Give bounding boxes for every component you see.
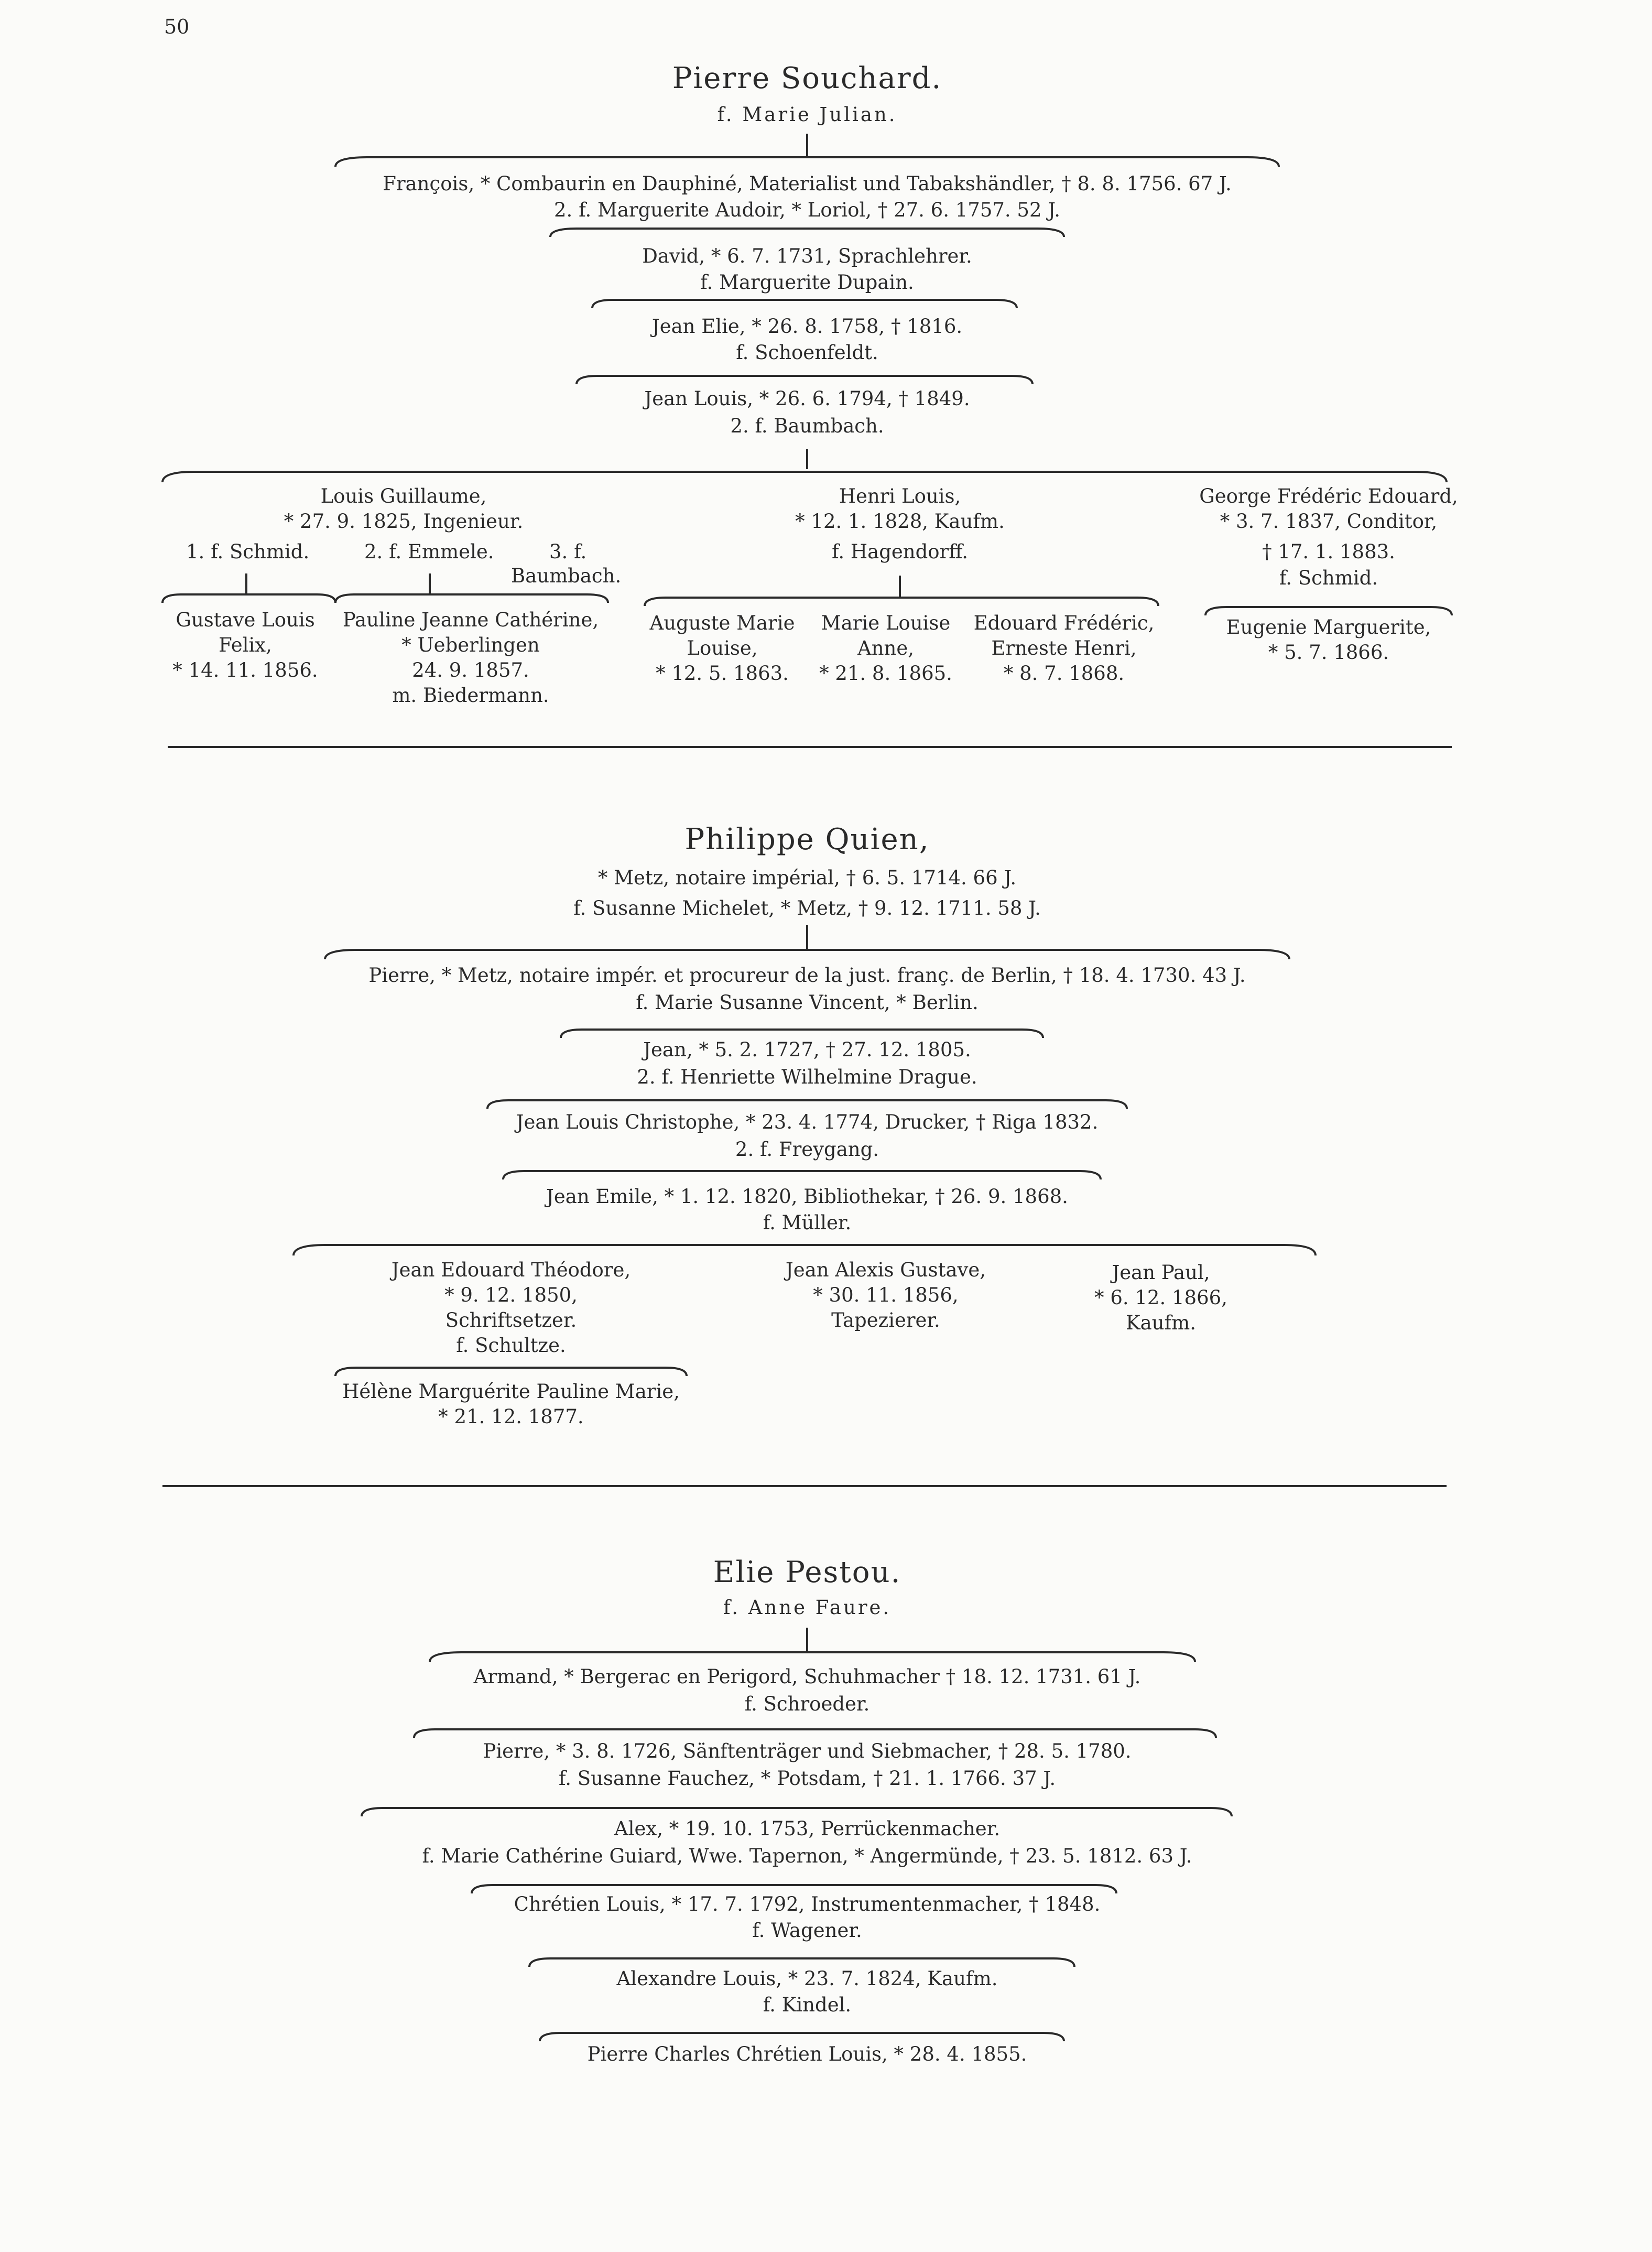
gen2-line1: Pierre, * 3. 8. 1726, Sänftenträger und Siebmacher, † 28. 5. 1780.: [483, 1740, 1132, 1762]
grandchild-gustave-birth: * 14. 11. 1856.: [172, 659, 318, 681]
gen1-line1: Armand, * Bergerac en Perigord, Schuhmacher † 18. 12. 1731. 61 J.: [473, 1665, 1141, 1688]
gen1-line2: f. Marie Susanne Vincent, * Berlin.: [636, 991, 979, 1014]
grandchild-edouard-birth: * 8. 7. 1868.: [1003, 662, 1125, 685]
quien-birth-line: * Metz, notaire impérial, † 6. 5. 1714. 66 J.: [597, 867, 1017, 889]
child-george-frederic-spouse: f. Schmid.: [1279, 567, 1378, 589]
gen5-line1: Alexandre Louis, * 23. 7. 1824, Kaufm.: [616, 1967, 998, 1990]
grandchild-edouard: Edouard Frédéric,: [973, 612, 1155, 634]
marriage-3: 3. f.: [549, 540, 587, 563]
child-jean-paul: Jean Paul,: [1112, 1261, 1210, 1284]
gen6-line1: Pierre Charles Chrétien Louis, * 28. 4. 1855.: [587, 2043, 1027, 2065]
grandchild-auguste: Auguste Marie: [649, 612, 795, 634]
child-louis-guillaume-birth: * 27. 9. 1825, Ingenieur.: [284, 510, 524, 533]
gen4-line1: Chrétien Louis, * 17. 7. 1792, Instrumentenmacher, † 1848.: [514, 1893, 1101, 1915]
grandchild-pauline-line2: * Ueberlingen: [401, 634, 540, 656]
gen4-line2: f. Müller.: [763, 1211, 852, 1234]
grandchild-marie-louise-birth: * 21. 8. 1865.: [819, 662, 952, 685]
gen1-line2: f. Schroeder.: [744, 1693, 870, 1715]
gen1-line1: François, * Combaurin en Dauphiné, Materialist und Tabakshändler, † 8. 8. 1756. 67 J.: [383, 172, 1232, 195]
marriage-1: 1. f. Schmid.: [186, 540, 310, 563]
child-jean-edouard: Jean Edouard Théodore,: [391, 1259, 631, 1281]
family-title-quien: Philippe Quien,: [684, 822, 930, 857]
grandchild-helene: Hélène Marguérite Pauline Marie,: [342, 1380, 680, 1403]
grandchild-gustave: Gustave Louis: [176, 609, 315, 631]
gen4-line2: f. Wagener.: [752, 1919, 862, 1942]
grandchild-eugenie-birth: * 5. 7. 1866.: [1268, 641, 1389, 664]
child-jean-alexis: Jean Alexis Gustave,: [785, 1259, 986, 1281]
child-jean-edouard-occupation: Schriftsetzer.: [445, 1309, 577, 1331]
child-henri-louis-birth: * 12. 1. 1828, Kaufm.: [795, 510, 1005, 533]
family-title-souchard: Pierre Souchard.: [672, 61, 942, 95]
gen3-line1: Jean Elie, * 26. 8. 1758, † 1816.: [651, 315, 963, 338]
child-jean-paul-birth: * 6. 12. 1866,: [1094, 1286, 1227, 1309]
page-number: 50: [164, 15, 190, 38]
gen2-line2: f. Susanne Fauchez, * Potsdam, † 21. 1. 1766. 37 J.: [558, 1767, 1056, 1790]
gen3-line2: f. Schoenfeldt.: [736, 341, 878, 364]
grandchild-eugenie: Eugenie Marguerite,: [1226, 616, 1431, 638]
grandchild-auguste-birth: * 12. 5. 1863.: [656, 662, 789, 685]
gen2-line1: Jean, * 5. 2. 1727, † 27. 12. 1805.: [643, 1038, 971, 1061]
child-louis-guillaume: Louis Guillaume,: [320, 485, 487, 507]
child-george-frederic-death: † 17. 1. 1883.: [1262, 540, 1395, 563]
marriage-2: 2. f. Emmele.: [364, 540, 494, 563]
grandchild-gustave-line2: Felix,: [219, 634, 272, 656]
gen4-line1: Jean Louis, * 26. 6. 1794, † 1849.: [644, 387, 970, 410]
child-jean-edouard-spouse: f. Schultze.: [456, 1334, 566, 1357]
child-jean-alexis-occupation: Tapezierer.: [831, 1309, 940, 1331]
gen2-line2: f. Marguerite Dupain.: [700, 271, 914, 294]
child-jean-edouard-birth: * 9. 12. 1850,: [444, 1284, 578, 1306]
quien-spouse-line: f. Susanne Michelet, * Metz, † 9. 12. 1711. 58 J.: [573, 897, 1041, 919]
grandchild-marie-louise: Marie Louise: [821, 612, 951, 634]
child-george-frederic-birth: * 3. 7. 1837, Conditor,: [1220, 510, 1438, 533]
gen2-line2: 2. f. Henriette Wilhelmine Drague.: [637, 1066, 977, 1088]
gen1-line1: Pierre, * Metz, notaire impér. et procureur de la just. franç. de Berlin, † 18. 4. 1730. 43 J.: [368, 964, 1246, 987]
child-jean-paul-occupation: Kaufm.: [1125, 1312, 1197, 1334]
gen5-line2: f. Kindel.: [763, 1994, 852, 2016]
grandchild-pauline-married: m. Biedermann.: [392, 684, 549, 707]
child-george-frederic: George Frédéric Edouard,: [1199, 485, 1458, 507]
family-spouse: f. Anne Faure.: [723, 1596, 892, 1619]
gen3-line2: 2. f. Freygang.: [735, 1138, 879, 1161]
gen3-line1: Jean Louis Christophe, * 23. 4. 1774, Drucker, † Riga 1832.: [516, 1111, 1099, 1133]
child-henri-louis: Henri Louis,: [839, 485, 961, 507]
gen3-line1: Alex, * 19. 10. 1753, Perrückenmacher.: [614, 1817, 1001, 1840]
grandchild-pauline-birth: 24. 9. 1857.: [412, 659, 529, 681]
gen1-line2: 2. f. Marguerite Audoir, * Loriol, † 27. 6. 1757. 52 J.: [554, 199, 1060, 221]
child-henri-louis-spouse: f. Hagendorff.: [831, 540, 969, 563]
marriage-3-name: Baumbach.: [511, 565, 622, 587]
family-spouse: f. Marie Julian.: [717, 103, 897, 126]
grandchild-auguste-line2: Louise,: [687, 637, 758, 659]
gen2-line1: David, * 6. 7. 1731, Sprachlehrer.: [642, 245, 972, 267]
family-title-pestou: Elie Pestou.: [713, 1555, 901, 1589]
gen3-line2: f. Marie Cathérine Guiard, Wwe. Tapernon, * Angermünde, † 23. 5. 1812. 63 J.: [422, 1845, 1192, 1867]
gen4-line2: 2. f. Baumbach.: [730, 415, 884, 437]
grandchild-helene-birth: * 21. 12. 1877.: [438, 1405, 584, 1428]
gen4-line1: Jean Emile, * 1. 12. 1820, Bibliothekar, † 26. 9. 1868.: [546, 1185, 1068, 1208]
grandchild-pauline: Pauline Jeanne Cathérine,: [342, 609, 599, 631]
grandchild-edouard-line2: Erneste Henri,: [991, 637, 1137, 659]
child-jean-alexis-birth: * 30. 11. 1856,: [813, 1284, 959, 1306]
grandchild-marie-louise-line2: Anne,: [857, 637, 915, 659]
